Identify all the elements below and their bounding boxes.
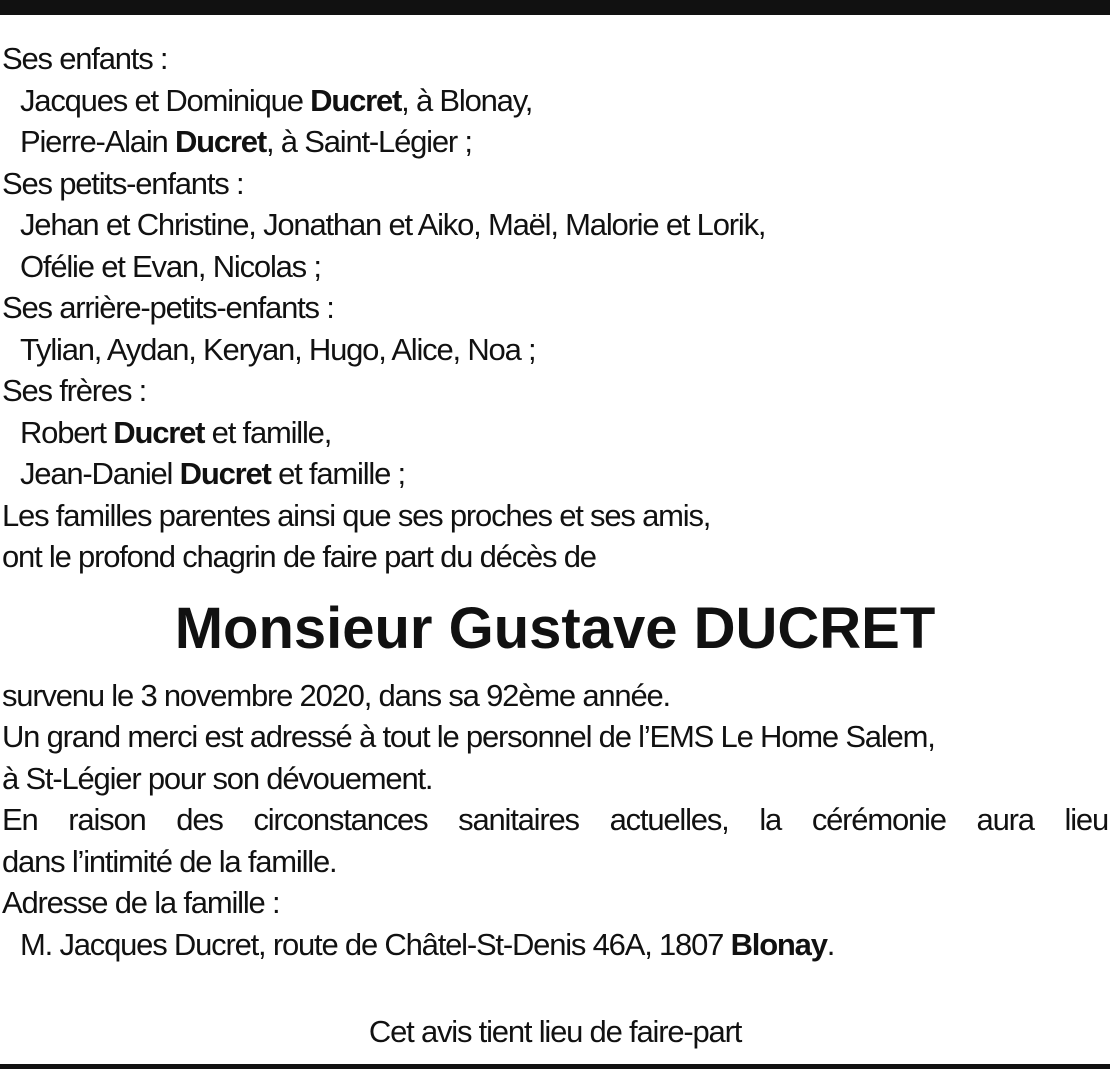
brother-line-text: Robert [20, 414, 114, 450]
child-line [2, 80, 1108, 122]
top-rule [0, 0, 1110, 15]
date-line: survenu le 3 novembre 2020, dans sa 92ème année. [2, 677, 670, 713]
address-heading: Adresse de la famille : [2, 885, 280, 920]
child-line [2, 121, 1108, 163]
ceremony-line: dans l’intimité de la famille. [2, 843, 337, 879]
family-name: Ducret [113, 414, 205, 450]
deceased-name: Monsieur Gustave DUCRET [174, 595, 936, 661]
ceremony-line: En raison des circonstances sanitaires actuelles, la cérémonie aura lieu [2, 802, 1108, 837]
thanks-line: à St-Légier pour son dévouement. [2, 760, 433, 796]
grandchildren-line: Jehan et Christine, Jonathan et Aiko, Maël, Malorie et Lorik, [20, 207, 766, 242]
brother-line [2, 453, 1108, 495]
family-address [2, 924, 1108, 966]
grandchildren-line: Ofélie et Evan, Nicolas ; [20, 248, 321, 284]
intro-line: Les familles parentes ainsi que ses proches et ses amis, [2, 497, 711, 533]
great-grandchildren-line: Tylian, Aydan, Keryan, Hugo, Alice, Noa ; [20, 331, 536, 367]
thanks-line: Un grand merci est adressé à tout le personnel de l’EMS Le Home Salem, [2, 719, 935, 754]
address-locality: Blonay [730, 926, 827, 962]
brother-line-text: et famille, [204, 414, 332, 450]
family-name: Ducret [174, 124, 266, 159]
brother-line-text: Jean-Daniel [20, 456, 180, 491]
obituary-notice [2, 38, 1108, 965]
child-line-text: Jacques et Dominique [20, 82, 311, 118]
bottom-rule [0, 1064, 1110, 1069]
brothers-heading: Ses frères : [2, 373, 147, 408]
grandchildren-heading: Ses petits-enfants : [2, 165, 244, 201]
child-line-text: Pierre-Alain [20, 124, 175, 159]
intro-line: ont le profond chagrin de faire part du décès de [2, 539, 596, 574]
address-text: . [826, 926, 835, 962]
family-name: Ducret [179, 456, 271, 491]
great-grandchildren-heading: Ses arrière-petits-enfants : [2, 290, 334, 325]
address-text: M. Jacques Ducret, route de Châtel-St-Denis 46A, 1807 [20, 926, 731, 962]
brother-line [2, 412, 1108, 454]
child-line-text: , à Saint-Légier ; [265, 124, 472, 159]
footer-note: Cet avis tient lieu de faire-part [368, 1014, 742, 1049]
child-line-text: , à Blonay, [401, 82, 533, 118]
children-heading: Ses enfants : [2, 41, 168, 76]
family-name: Ducret [310, 82, 402, 118]
brother-line-text: et famille ; [270, 456, 405, 491]
